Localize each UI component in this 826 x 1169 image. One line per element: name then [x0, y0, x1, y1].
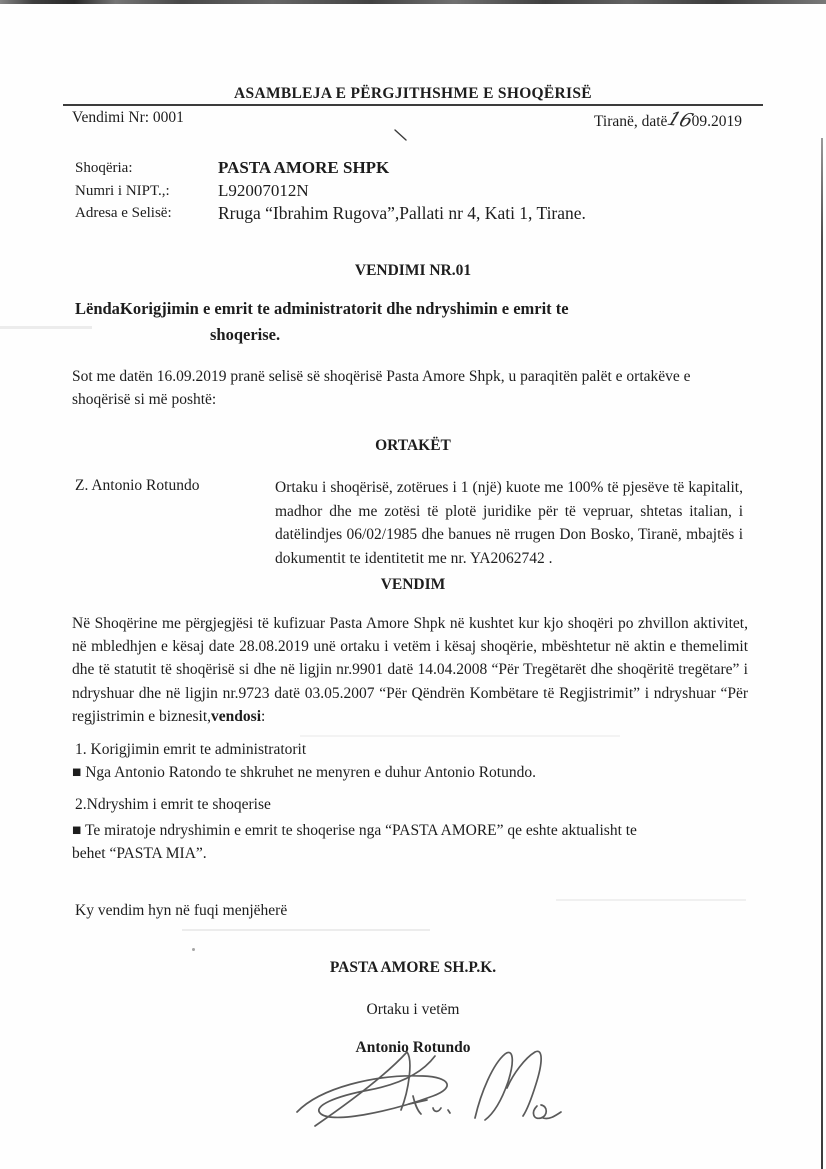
- scan-smudge: [556, 899, 746, 901]
- handwritten-signature: [285, 1046, 585, 1146]
- decided-item-1-text: ■ Nga Antonio Ratondo te shkruhet ne menyren e duhur Antonio Rotundo.: [72, 764, 536, 781]
- scan-top-edge-artifact: [0, 0, 826, 4]
- partner-name: Z. Antonio Rotundo: [75, 477, 200, 494]
- decision-number: Vendimi Nr: 0001: [72, 109, 184, 126]
- signature-name: Antonio Rotundo: [355, 1039, 471, 1056]
- scan-smudge: [182, 929, 430, 931]
- city-date-prefix: Tiranë, datë: [593, 113, 668, 130]
- document-title: ASAMBLEJA E PËRGJITHSHME E SHOQËRISË: [234, 85, 592, 102]
- address-label: Adresa e Selisë:: [75, 205, 172, 221]
- city-date-line: [0, 109, 742, 131]
- signature-company: PASTA AMORE SH.P.K.: [329, 959, 497, 976]
- subject-label: Lënda:: [75, 299, 126, 318]
- scan-dot-artifact: [192, 948, 195, 951]
- decided-item-2-title: 2.Ndryshim i emrit te shoqerise: [75, 796, 271, 813]
- vendim-body-text: Në Shoqërine me përgjegjësi të kufizuar Pasta Amore Shpk në kushtet kur kjo shoqëri po zhvillon aktivitet, në mbledhjen e kësaj date 28.08.2019 unë ortaku i vetëm i kësaj shoqërie, mbështetur në aktin e themelimit dhe të statutit të shoqërisë si dhe në ligjin nr.9901 datë 14.04.2008 “Për Tregëtarët dhe shoqëritë tregëtare” i ndryshuar dhe në ligjin nr.9723 datë 03.05.2007 “Për Qëndrën Kombëtare të Regjistrimit” i ndryshuar “Për regjistrimin e biznesit,: [72, 615, 748, 725]
- subject-line2: shoqerise.: [210, 325, 281, 344]
- decision-title: VENDIMI NR.01: [354, 262, 472, 279]
- vendim-body-paragraph: [72, 612, 748, 728]
- signature-role: Ortaku i vetëm: [366, 1001, 460, 1018]
- header-divider: [63, 104, 763, 106]
- vendim-body-bold-word: vendosi: [211, 707, 262, 725]
- company-name: PASTA AMORE SHPK: [218, 158, 390, 177]
- vendim-body-suffix: :: [261, 707, 266, 725]
- pen-mark-artifact: [393, 128, 409, 142]
- intro-paragraph: Sot me datën 16.09.2019 pranë selisë së shoqërisë Pasta Amore Shpk, u paraqitën palët e ortakëve e shoqërisë si më poshtë:: [72, 368, 691, 408]
- decided-item-1-title: 1. Korigjimin emrit te administratorit: [75, 741, 307, 758]
- scan-smudge: [0, 326, 92, 329]
- handwritten-day: 16: [664, 108, 697, 132]
- partners-title: ORTAKËT: [375, 437, 451, 454]
- subject-line1: Korigjimin e emrit te administratorit dhe ndryshimin e emrit te: [120, 299, 569, 318]
- decided-item-2-text: ■ Te miratoje ndryshimin e emrit te shoqerise nga “PASTA AMORE” qe eshte aktualisht te behet “PASTA MIA”.: [72, 822, 637, 862]
- nipt-label: Numri i NIPT.,:: [75, 183, 170, 199]
- scan-smudge: [300, 735, 620, 737]
- partner-description: Ortaku i shoqërisë, zotërues i 1 (një) kuote me 100% të pjesëve të kapitalit, madhor dhe me zotësi të plotë juridike për të vepruar, shtetas italian, i datëlindjes 06/02/1985 dhe banues në rrugen Don Bosko, Tiranë, mbajtës i dokumentit te identitetit me nr. YA2062742 .: [275, 479, 743, 567]
- company-label: Shoqëria:: [75, 160, 133, 176]
- address-value: Rruga “Ibrahim Rugova”,Pallati nr 4, Kati 1, Tirane.: [218, 203, 586, 223]
- date-rest: 09.2019: [691, 113, 742, 130]
- vendim-title: VENDIM: [380, 576, 446, 593]
- nipt-value: L92007012N: [218, 181, 309, 200]
- effective-note: Ky vendim hyn në fuqi menjëherë: [75, 902, 288, 919]
